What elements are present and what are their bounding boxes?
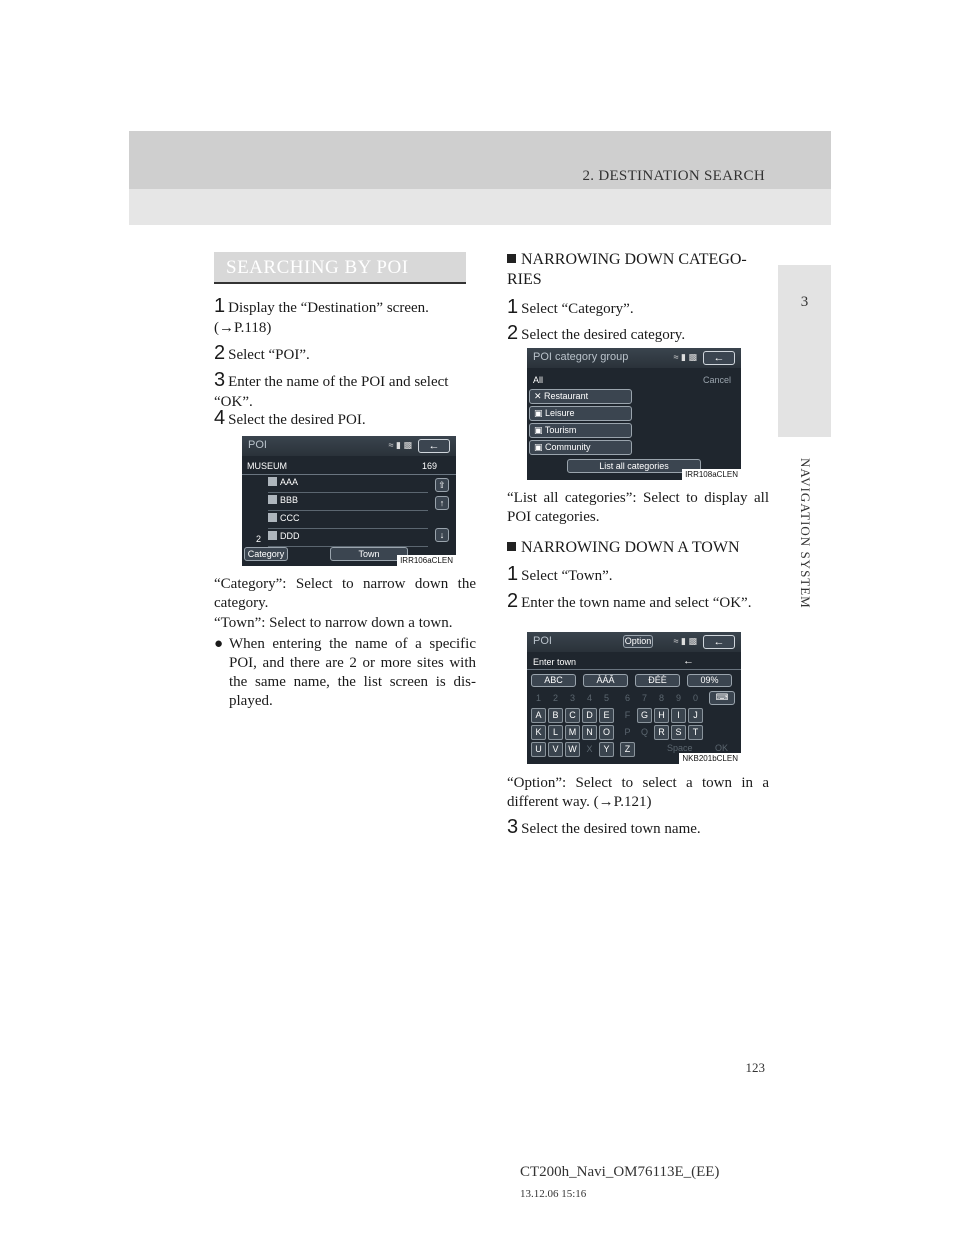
- item-label: CCC: [280, 513, 300, 523]
- chapter-number: 3: [800, 294, 809, 310]
- key-letter[interactable]: N: [582, 725, 597, 740]
- key-digit: 3: [569, 693, 575, 703]
- step-text: Select the desired town name.: [521, 821, 701, 837]
- scroll-up-icon[interactable]: ↑: [435, 496, 449, 510]
- place-icon: [268, 531, 277, 540]
- status-icons: ≈ ▮ ▩: [388, 440, 412, 450]
- category-leisure[interactable]: [529, 406, 632, 421]
- key-digit: 8: [658, 693, 664, 703]
- key-letter[interactable]: L: [548, 725, 563, 740]
- key-letter[interactable]: S: [671, 725, 686, 740]
- status-icons: ≈ ▮ ▩: [673, 636, 697, 646]
- step-number: 1: [507, 563, 519, 585]
- step-number: 1: [214, 295, 226, 317]
- key-letter[interactable]: K: [531, 725, 546, 740]
- key-letter-disabled: P: [624, 727, 631, 737]
- subheading-text: NARROWING DOWN A TOWN: [521, 539, 740, 556]
- town-description: “Town”: Select to narrow down a town.: [214, 615, 453, 631]
- category-community[interactable]: [529, 440, 632, 455]
- step-text: Enter the name of the POI and select “OK”.: [214, 374, 449, 410]
- step-text: Select the desired POI.: [228, 412, 366, 428]
- town-button[interactable]: Town: [330, 547, 408, 561]
- cat-step-2: [507, 323, 769, 345]
- key-letter[interactable]: J: [688, 708, 703, 723]
- list-all-description: “List all categories”: Select to display all POI categories.: [507, 490, 769, 525]
- key-letter[interactable]: A: [531, 708, 546, 723]
- tab-accented-e[interactable]: ÐÉÈ: [635, 674, 680, 687]
- bullet-icon: ●: [214, 636, 224, 652]
- cancel-button[interactable]: Cancel: [703, 375, 732, 385]
- note-bullet: [214, 635, 476, 711]
- step-number: 2: [507, 322, 519, 344]
- chapter-tab: [778, 265, 831, 437]
- section-heading: [214, 252, 466, 284]
- chapter-label: NAVIGATION SYSTEM: [798, 458, 813, 609]
- tab-accented-a[interactable]: ÀÁÂ: [583, 674, 628, 687]
- tab-abc[interactable]: ABC: [531, 674, 576, 687]
- key-digit: 9: [675, 693, 681, 703]
- space-key: Space: [667, 743, 693, 753]
- page-indicator: 2: [256, 534, 262, 544]
- town-step-3: [507, 817, 769, 839]
- key-letter-disabled: Q: [640, 727, 648, 737]
- step-number: 4: [214, 407, 226, 429]
- key-letter[interactable]: I: [671, 708, 686, 723]
- key-letter[interactable]: E: [599, 708, 614, 723]
- result-count: 169: [422, 461, 438, 471]
- step-3: [214, 370, 476, 412]
- tab-symbols[interactable]: 09%: [687, 674, 732, 687]
- category-label: Leisure: [545, 408, 575, 418]
- all-tab[interactable]: All: [533, 375, 544, 385]
- key-digit: 5: [603, 693, 609, 703]
- town-input[interactable]: Enter town: [533, 657, 577, 667]
- restaurant-icon: ✕: [534, 391, 545, 401]
- screen-title: POI: [248, 439, 267, 451]
- key-letter[interactable]: D: [582, 708, 597, 723]
- screen-title: POI: [533, 635, 552, 647]
- scroll-down-icon[interactable]: ↓: [435, 528, 449, 542]
- step-1: [214, 296, 476, 338]
- place-icon: [268, 477, 277, 486]
- list-item[interactable]: [268, 477, 428, 493]
- key-letter[interactable]: C: [565, 708, 580, 723]
- key-letter-disabled: F: [624, 710, 631, 720]
- step-text: Select “POI”.: [228, 347, 310, 363]
- keyboard-icon[interactable]: ⌨: [709, 691, 735, 705]
- ok-button: OK: [715, 743, 729, 753]
- print-timestamp: 13.12.06 15:16: [520, 1188, 587, 1200]
- cat-step-1: [507, 297, 769, 319]
- item-label: DDD: [280, 531, 300, 541]
- figure-code: IRR106aCLEN: [397, 555, 456, 566]
- key-digit: 6: [624, 693, 630, 703]
- step-number: 3: [507, 816, 519, 838]
- category-description: “Category”: Select to narrow down the category.: [214, 576, 476, 611]
- category-group-screenshot: [527, 348, 741, 480]
- subheading-text: NARROWING DOWN CATEGO-RIES: [507, 251, 747, 288]
- key-letter[interactable]: M: [565, 725, 580, 740]
- step-text: Select “Category”.: [521, 301, 634, 317]
- search-query: MUSEUM: [247, 461, 287, 471]
- key-letter[interactable]: B: [548, 708, 563, 723]
- category-restaurant[interactable]: [529, 389, 632, 404]
- figure-code: NKB201bCLEN: [679, 753, 741, 764]
- list-item[interactable]: [268, 495, 428, 511]
- key-letter[interactable]: W: [565, 742, 580, 757]
- key-letter[interactable]: Y: [599, 742, 614, 757]
- backspace-icon[interactable]: ←: [683, 655, 694, 667]
- step-text: Enter the town name and select “OK”.: [521, 595, 752, 611]
- enter-town-screenshot: [527, 632, 741, 764]
- key-letter[interactable]: T: [688, 725, 703, 740]
- key-digit: 7: [641, 693, 647, 703]
- subheading-town: [507, 538, 769, 558]
- key-letter-disabled: X: [586, 744, 593, 754]
- step-4: [214, 408, 476, 430]
- category-label: Tourism: [544, 425, 577, 435]
- category-label: Community: [545, 442, 591, 452]
- item-label: BBB: [280, 495, 299, 505]
- step-number: 2: [507, 590, 519, 612]
- step-text: Display the “Destination” screen. (→P.118): [214, 300, 429, 336]
- scroll-top-icon[interactable]: ⇧: [435, 478, 449, 492]
- item-label: AAA: [280, 477, 299, 487]
- list-all-categories-button[interactable]: List all categories: [567, 459, 701, 473]
- header-subband: [129, 189, 831, 225]
- community-icon: ▣: [534, 442, 546, 452]
- figure-code: IRR108aCLEN: [682, 469, 741, 480]
- town-step-1: [507, 564, 769, 586]
- key-digit: 4: [586, 693, 592, 703]
- key-letter[interactable]: V: [548, 742, 563, 757]
- step-text: Select “Town”.: [521, 568, 613, 584]
- list-item[interactable]: [268, 513, 428, 529]
- key-letter[interactable]: H: [654, 708, 669, 723]
- poi-list-screenshot: [242, 436, 456, 566]
- subheading-categories: [507, 250, 769, 290]
- place-icon: [268, 513, 277, 522]
- list-item[interactable]: [268, 531, 428, 547]
- square-bullet-icon: [507, 542, 516, 551]
- document-id: CT200h_Navi_OM76113E_(EE): [520, 1164, 720, 1180]
- section-title: SEARCHING BY POI: [226, 257, 409, 278]
- key-letter[interactable]: G: [637, 708, 652, 723]
- step-text: Select the desired category.: [521, 327, 686, 343]
- category-label: Restaurant: [544, 391, 589, 401]
- step-number: 2: [214, 342, 226, 364]
- key-digit: 0: [692, 693, 698, 703]
- divider: [527, 669, 741, 670]
- key-letter[interactable]: O: [599, 725, 614, 740]
- town-step-2: [507, 591, 769, 613]
- place-icon: [268, 495, 277, 504]
- option-button[interactable]: Option: [624, 636, 652, 646]
- back-button[interactable]: ←: [703, 351, 735, 365]
- square-bullet-icon: [507, 254, 516, 263]
- key-digit: 2: [552, 693, 558, 703]
- step-2: [214, 343, 476, 365]
- page-number: 123: [745, 1060, 765, 1075]
- tourism-icon: ▣: [534, 425, 545, 435]
- category-button[interactable]: Category: [244, 547, 288, 561]
- bullet-text: When entering the name of a specific POI, and there are 2 or more sites with the same name, the list screen is dis-played.: [229, 636, 476, 709]
- key-digit: 1: [535, 693, 541, 703]
- key-letter[interactable]: R: [654, 725, 669, 740]
- category-tourism[interactable]: [529, 423, 632, 438]
- back-button[interactable]: ←: [703, 635, 735, 649]
- leisure-icon: ▣: [534, 408, 546, 418]
- screen-title: POI category group: [533, 351, 629, 363]
- step-number: 1: [507, 296, 519, 318]
- divider: [242, 474, 456, 475]
- key-letter[interactable]: Z: [620, 742, 635, 757]
- back-button[interactable]: ←: [418, 439, 450, 453]
- option-description: “Option”: Select to select a town in a different way. (→P.121): [507, 775, 769, 810]
- status-icons: ≈ ▮ ▩: [673, 352, 697, 362]
- step-number: 3: [214, 369, 226, 391]
- page-header-title: 2. DESTINATION SEARCH: [582, 168, 765, 184]
- key-letter[interactable]: U: [531, 742, 546, 757]
